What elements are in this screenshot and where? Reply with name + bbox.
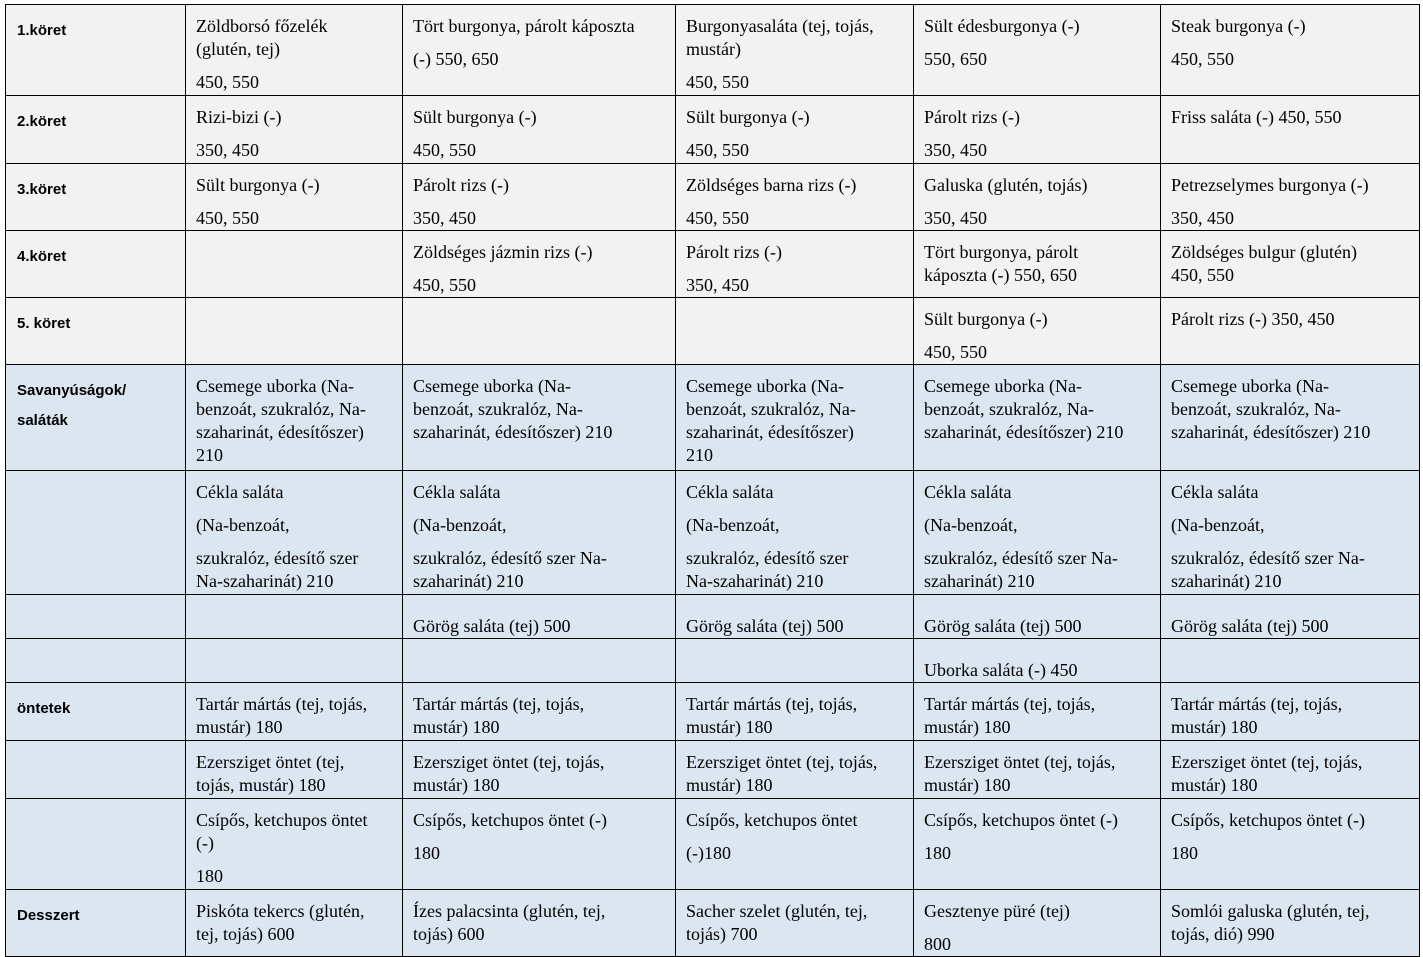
table-cell [1161, 683, 1420, 741]
cell-text-line: mustár) 180 [1171, 775, 1258, 795]
cell-text-line: Tartár mártás (tej, tojás, [1171, 694, 1343, 714]
cell-text-line: Párolt rizs (-) 350, 450 [1171, 309, 1335, 329]
cell-text-line: Csípős, ketchupos öntet (-) [924, 810, 1118, 830]
cell-text-line: Csípős, ketchupos öntet [196, 810, 368, 830]
cell-text-line: 450, 550 [196, 208, 259, 228]
cell-text-line: Tört burgonya, párolt káposzta [413, 16, 635, 36]
cell-text-line: Sült burgonya (-) [686, 107, 810, 127]
cell-text-line: 180 [1171, 843, 1198, 863]
row-header-label: 1.köret [17, 22, 67, 39]
cell-text-line: Galuska (glutén, tojás) [924, 175, 1088, 195]
table-cell [676, 799, 914, 890]
cell-text-line: tojás) 700 [686, 924, 758, 944]
cell-text-line: Steak burgonya (-) [1171, 16, 1306, 36]
cell-text-line: (Na-benzoát, [686, 515, 780, 535]
cell-text-line: szaharinát) 210 [413, 571, 524, 591]
table-cell [186, 595, 403, 639]
table-cell [186, 683, 403, 741]
table-cell [1161, 741, 1420, 799]
row-header [6, 164, 186, 231]
cell-text-line: 350, 450 [196, 140, 259, 160]
table-cell [1161, 799, 1420, 890]
table-cell [403, 639, 676, 683]
table-cell [1161, 231, 1420, 298]
table-cell [914, 164, 1161, 231]
cell-text-line: szaharinát) 210 [924, 571, 1035, 591]
table-cell [403, 890, 676, 957]
table-cell [914, 365, 1161, 471]
table-cell [676, 298, 914, 365]
table-cell [186, 639, 403, 683]
table-row [6, 365, 1420, 471]
table-row [6, 231, 1420, 298]
menu-table [5, 4, 1420, 957]
cell-text-line: benzoát, szukralóz, Na- [196, 399, 366, 419]
cell-text-line: 550, 650 [924, 49, 987, 69]
table-row [6, 890, 1420, 957]
cell-text-line: Somlói galuska (glutén, tej, [1171, 901, 1370, 921]
table-cell [403, 298, 676, 365]
cell-text-line: Zöldséges jázmin rizs (-) [413, 242, 593, 262]
row-header-label: 5. köret [17, 315, 71, 332]
cell-text-line: benzoát, szukralóz, Na- [686, 399, 856, 419]
cell-text-line: Görög saláta (tej) 500 [413, 616, 571, 636]
cell-text-line: mustár) 180 [413, 717, 500, 737]
cell-text-line: 450, 550 [924, 342, 987, 362]
cell-text-line: Tartár mártás (tej, tojás, [924, 694, 1096, 714]
cell-text-line: szukralóz, édesítő szer [196, 548, 359, 568]
table-cell [914, 595, 1161, 639]
cell-text-line: Zöldborsó főzelék [196, 16, 328, 36]
cell-text-line: Görög saláta (tej) 500 [686, 616, 844, 636]
row-header [6, 595, 186, 639]
cell-text-line: 450, 550 [686, 208, 749, 228]
table-cell [186, 471, 403, 595]
cell-text-line: Burgonyasaláta (tej, tojás, [686, 16, 874, 36]
cell-text-line: Csemege uborka (Na- [413, 376, 571, 396]
table-cell [403, 683, 676, 741]
table-cell [676, 683, 914, 741]
table-cell [914, 639, 1161, 683]
table-cell [1161, 298, 1420, 365]
cell-text-line: 800 [924, 934, 951, 954]
cell-text-line: (Na-benzoát, [196, 515, 290, 535]
table-cell [1161, 890, 1420, 957]
cell-text-line: mustár) [686, 39, 741, 59]
cell-text-line: (-) [196, 833, 214, 853]
cell-text-line: (Na-benzoát, [413, 515, 507, 535]
table-row [6, 298, 1420, 365]
cell-text-line: Görög saláta (tej) 500 [924, 616, 1082, 636]
table-cell [1161, 164, 1420, 231]
cell-text-line: szaharinát) 210 [1171, 571, 1282, 591]
cell-text-line: Párolt rizs (-) [413, 175, 509, 195]
cell-text-line: 450, 550 [1171, 49, 1234, 69]
table-cell [403, 5, 676, 96]
cell-text-line: szukralóz, édesítő szer Na- [924, 548, 1118, 568]
cell-text-line: tej, tojás) 600 [196, 924, 295, 944]
row-header-label: saláták [17, 412, 68, 429]
cell-text-line: Gesztenye püré (tej) [924, 901, 1070, 921]
cell-text-line: (Na-benzoát, [1171, 515, 1265, 535]
table-cell [403, 595, 676, 639]
table-row [6, 799, 1420, 890]
table-cell [403, 96, 676, 164]
table-cell [914, 298, 1161, 365]
cell-text-line: mustár) 180 [686, 717, 773, 737]
cell-text-line: tojás, dió) 990 [1171, 924, 1275, 944]
cell-text-line: benzoát, szukralóz, Na- [1171, 399, 1341, 419]
cell-text-line: Cékla saláta [924, 482, 1012, 502]
row-header [6, 890, 186, 957]
cell-text-line: 450, 550 [686, 140, 749, 160]
table-cell [403, 164, 676, 231]
table-cell [676, 639, 914, 683]
table-row [6, 639, 1420, 683]
table-cell [186, 298, 403, 365]
cell-text-line: szaharinát, édesítőszer) 210 [924, 422, 1124, 442]
cell-text-line: mustár) 180 [686, 775, 773, 795]
cell-text-line: Ezersziget öntet (tej, [196, 752, 345, 772]
table-cell [914, 741, 1161, 799]
table-cell [676, 96, 914, 164]
row-header [6, 799, 186, 890]
cell-text-line: 350, 450 [686, 275, 749, 295]
cell-text-line: 450, 550 [413, 140, 476, 160]
table-cell [1161, 595, 1420, 639]
cell-text-line: (glutén, tej) [196, 39, 280, 59]
cell-text-line: tojás) 600 [413, 924, 485, 944]
cell-text-line: Sült burgonya (-) [413, 107, 537, 127]
table-cell [186, 164, 403, 231]
cell-text-line: szaharinát, édesítőszer) 210 [1171, 422, 1371, 442]
table-row [6, 164, 1420, 231]
row-header-label: Savanyúságok/ [17, 382, 127, 399]
table-cell [914, 5, 1161, 96]
table-cell [914, 683, 1161, 741]
table-row [6, 683, 1420, 741]
table-cell [1161, 96, 1420, 164]
cell-text-line: szukralóz, édesítő szer Na- [413, 548, 607, 568]
cell-text-line: 350, 450 [924, 208, 987, 228]
table-cell [676, 365, 914, 471]
table-cell [186, 890, 403, 957]
row-header-label: 2.köret [17, 113, 67, 130]
cell-text-line: Friss saláta (-) 450, 550 [1171, 107, 1342, 127]
cell-text-line: Sült burgonya (-) [196, 175, 320, 195]
row-header [6, 639, 186, 683]
cell-text-line: Tartár mártás (tej, tojás, [686, 694, 858, 714]
cell-text-line: Piskóta tekercs (glutén, [196, 901, 365, 921]
cell-text-line: Tartár mártás (tej, tojás, [413, 694, 585, 714]
cell-text-line: Párolt rizs (-) [686, 242, 782, 262]
cell-text-line: 450, 550 [1171, 265, 1234, 285]
row-header [6, 96, 186, 164]
cell-text-line: Cékla saláta [686, 482, 774, 502]
cell-text-line: Ezersziget öntet (tej, tojás, [1171, 752, 1363, 772]
cell-text-line: Tartár mártás (tej, tojás, [196, 694, 368, 714]
table-cell [1161, 639, 1420, 683]
table-cell [403, 799, 676, 890]
row-header [6, 298, 186, 365]
cell-text-line: Görög saláta (tej) 500 [1171, 616, 1329, 636]
table-cell [186, 96, 403, 164]
cell-text-line: mustár) 180 [1171, 717, 1258, 737]
table-cell [403, 365, 676, 471]
cell-text-line: 450, 550 [413, 275, 476, 295]
cell-text-line: 450, 550 [686, 72, 749, 92]
table-cell [914, 231, 1161, 298]
cell-text-line: 350, 450 [1171, 208, 1234, 228]
table-row [6, 471, 1420, 595]
table-cell [914, 890, 1161, 957]
cell-text-line: Zöldséges bulgur (glutén) [1171, 242, 1357, 262]
cell-text-line: tojás, mustár) 180 [196, 775, 326, 795]
table-row [6, 96, 1420, 164]
row-header [6, 471, 186, 595]
table-cell [403, 741, 676, 799]
cell-text-line: Cékla saláta [1171, 482, 1259, 502]
table-cell [1161, 365, 1420, 471]
cell-text-line: (Na-benzoát, [924, 515, 1018, 535]
cell-text-line: Csemege uborka (Na- [1171, 376, 1329, 396]
cell-text-line: 350, 450 [413, 208, 476, 228]
cell-text-line: Ezersziget öntet (tej, tojás, [413, 752, 605, 772]
cell-text-line: Zöldséges barna rizs (-) [686, 175, 857, 195]
cell-text-line: Csípős, ketchupos öntet (-) [413, 810, 607, 830]
table-cell [186, 365, 403, 471]
row-header-label: 3.köret [17, 181, 67, 198]
cell-text-line: Cékla saláta [196, 482, 284, 502]
table-cell [403, 231, 676, 298]
cell-text-line: benzoát, szukralóz, Na- [924, 399, 1094, 419]
cell-text-line: mustár) 180 [924, 775, 1011, 795]
cell-text-line: Rizi-bizi (-) [196, 107, 282, 127]
row-header [6, 683, 186, 741]
cell-text-line: Csípős, ketchupos öntet [686, 810, 858, 830]
table-cell [186, 741, 403, 799]
table-cell [914, 96, 1161, 164]
table-row [6, 595, 1420, 639]
cell-text-line: Csemege uborka (Na- [196, 376, 354, 396]
cell-text-line: 450, 550 [196, 72, 259, 92]
cell-text-line: (-)180 [686, 843, 731, 863]
table-cell [403, 471, 676, 595]
table-cell [676, 164, 914, 231]
cell-text-line: Sült édesburgonya (-) [924, 16, 1080, 36]
cell-text-line: Csípős, ketchupos öntet (-) [1171, 810, 1365, 830]
cell-text-line: (-) 550, 650 [413, 49, 499, 69]
table-cell [186, 799, 403, 890]
cell-text-line: Párolt rizs (-) [924, 107, 1020, 127]
cell-text-line: Ezersziget öntet (tej, tojás, [686, 752, 878, 772]
table-cell [676, 890, 914, 957]
cell-text-line: szaharinát, édesítőszer) [196, 422, 364, 442]
cell-text-line: Tört burgonya, párolt [924, 242, 1079, 262]
cell-text-line: szaharinát, édesítőszer) [686, 422, 854, 442]
row-header-label: Desszert [17, 907, 80, 924]
table-cell [186, 231, 403, 298]
row-header [6, 365, 186, 471]
table-cell [676, 471, 914, 595]
table-cell [186, 5, 403, 96]
menu-table-body [6, 5, 1420, 957]
cell-text-line: káposzta (-) 550, 650 [924, 265, 1077, 285]
cell-text-line: mustár) 180 [924, 717, 1011, 737]
cell-text-line: 210 [196, 445, 223, 465]
table-cell [914, 799, 1161, 890]
table-cell [676, 231, 914, 298]
row-header-label: 4.köret [17, 248, 67, 265]
table-cell [676, 595, 914, 639]
cell-text-line: szukralóz, édesítő szer [686, 548, 849, 568]
cell-text-line: 180 [924, 843, 951, 863]
cell-text-line: Csemege uborka (Na- [924, 376, 1082, 396]
table-cell [1161, 5, 1420, 96]
cell-text-line: szukralóz, édesítő szer Na- [1171, 548, 1365, 568]
cell-text-line: benzoát, szukralóz, Na- [413, 399, 583, 419]
cell-text-line: Csemege uborka (Na- [686, 376, 844, 396]
table-cell [676, 5, 914, 96]
row-header [6, 5, 186, 96]
table-cell [676, 741, 914, 799]
cell-text-line: Petrezselymes burgonya (-) [1171, 175, 1369, 195]
cell-text-line: Uborka saláta (-) 450 [924, 660, 1078, 680]
table-row [6, 741, 1420, 799]
row-header-label: öntetek [17, 700, 71, 717]
cell-text-line: Ízes palacsinta (glutén, tej, [413, 901, 606, 921]
row-header [6, 741, 186, 799]
table-cell [914, 471, 1161, 595]
cell-text-line: 180 [196, 866, 223, 886]
cell-text-line: 180 [413, 843, 440, 863]
cell-text-line: 210 [686, 445, 713, 465]
cell-text-line: mustár) 180 [196, 717, 283, 737]
table-row [6, 5, 1420, 96]
cell-text-line: Cékla saláta [413, 482, 501, 502]
table-cell [1161, 471, 1420, 595]
row-header [6, 231, 186, 298]
cell-text-line: Na-szaharinát) 210 [686, 571, 824, 591]
cell-text-line: mustár) 180 [413, 775, 500, 795]
cell-text-line: Sült burgonya (-) [924, 309, 1048, 329]
cell-text-line: Na-szaharinát) 210 [196, 571, 334, 591]
cell-text-line: Ezersziget öntet (tej, tojás, [924, 752, 1116, 772]
cell-text-line: Sacher szelet (glutén, tej, [686, 901, 868, 921]
cell-text-line: szaharinát, édesítőszer) 210 [413, 422, 613, 442]
cell-text-line: 350, 450 [924, 140, 987, 160]
